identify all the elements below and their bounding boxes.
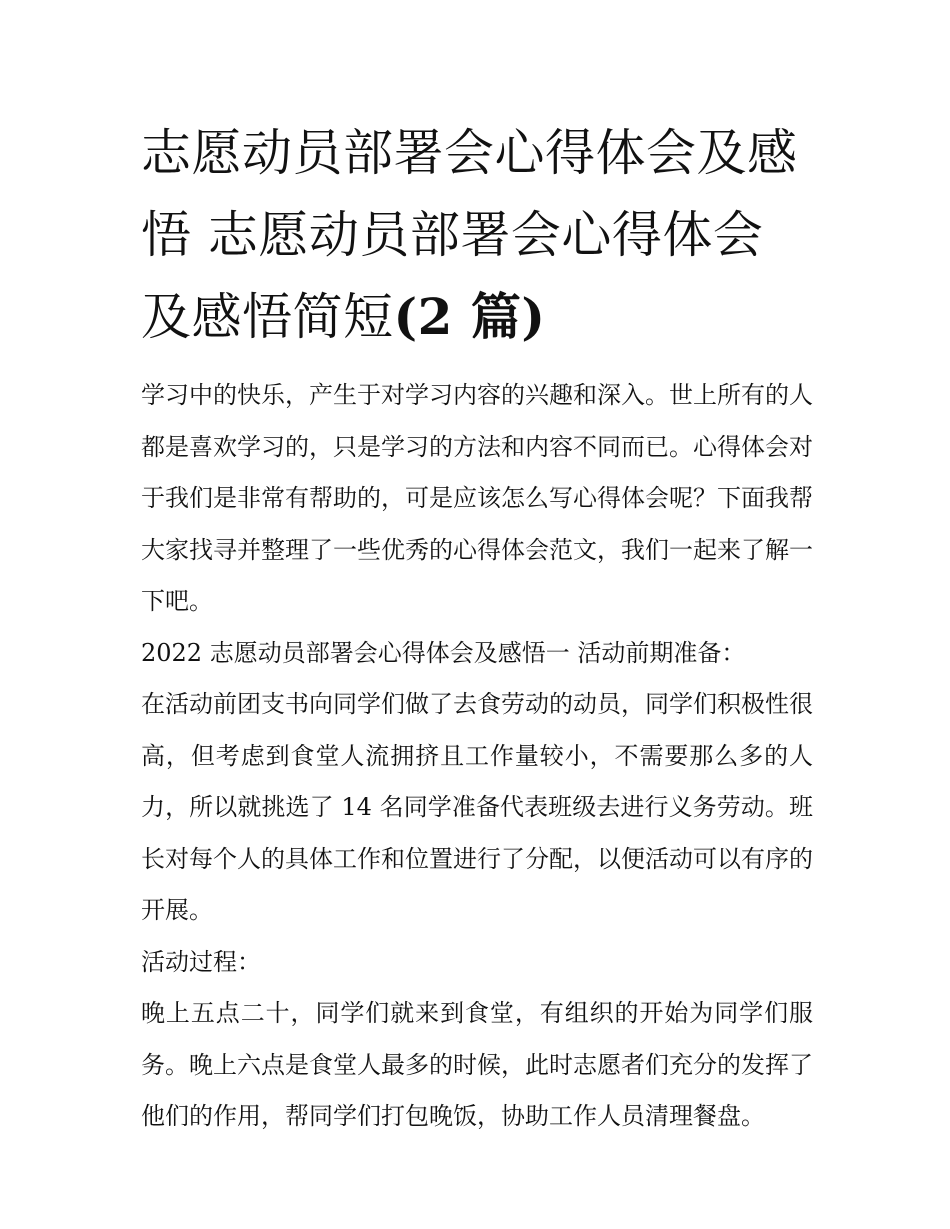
process-paragraph: 晚上五点二十，同学们就来到食堂，有组织的开始为同学们服务。晚上六点是食堂人最多的时候，此时志愿者们充分的发挥了他们的作用，帮同学们打包晚饭，协助工作人员清理餐盘。 [141, 999, 813, 1130]
preparation-paragraph: 在活动前团支书向同学们做了去食劳动的动员，同学们积极性很高，但考虑到食堂人流拥挤且工作量较小，不需要那么多的人力，所以就挑选了 14 名同学准备代表班级去进行义务劳动。班长对每个人的具体工作和位置进行了分配，以便活动可以有序的开展。 [141, 690, 813, 924]
document-title-main: 志愿动员部署会心得体会及感悟 志愿动员部署会心得体会及感悟简短 [141, 124, 798, 346]
section-heading-process: 活动过程： [141, 947, 261, 976]
document-title-suffix: (2 篇) [393, 287, 546, 346]
document-title [141, 112, 813, 358]
section-heading-preparation: 2022 志愿动员部署会心得体会及感悟一 活动前期准备： [141, 638, 746, 667]
intro-paragraph: 学习中的快乐，产生于对学习内容的兴趣和深入。世上所有的人都是喜欢学习的，只是学习的方法和内容不同而已。心得体会对于我们是非常有帮助的，可是应该怎么写心得体会呢？下面我帮大家找寻并整理了一些优秀的心得体会范文，我们一起来了解一下吧。 [141, 381, 813, 615]
document-page [141, 112, 813, 1143]
